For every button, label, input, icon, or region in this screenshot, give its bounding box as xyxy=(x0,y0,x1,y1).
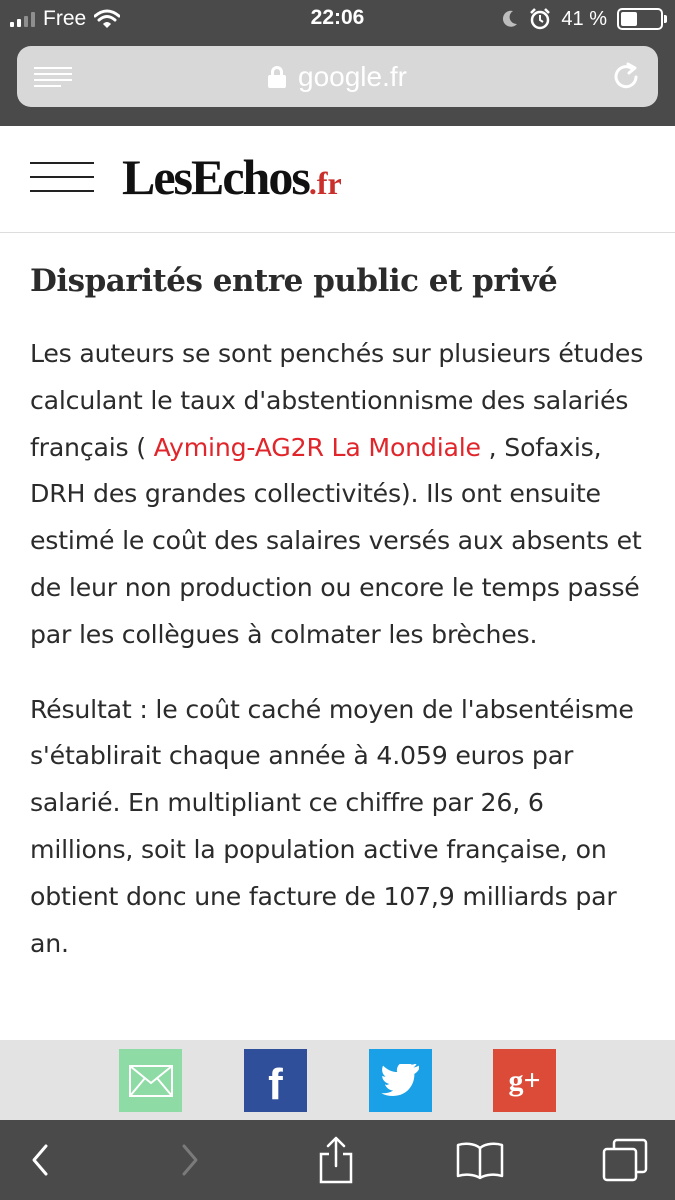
url-display[interactable] xyxy=(17,46,658,107)
forward-button[interactable] xyxy=(150,1120,230,1200)
battery-fill xyxy=(621,12,637,26)
book-icon xyxy=(456,1140,504,1180)
article-heading: Disparités entre public et privé xyxy=(30,263,558,299)
share-googleplus-button[interactable] xyxy=(493,1049,556,1112)
tabs-button[interactable] xyxy=(585,1120,665,1200)
url-text[interactable]: google.fr xyxy=(298,60,407,92)
moon-icon xyxy=(501,9,519,29)
chevron-right-icon xyxy=(178,1142,202,1178)
status-bar xyxy=(0,0,675,38)
address-bar[interactable] xyxy=(17,46,658,107)
envelope-icon xyxy=(128,1064,174,1098)
chevron-left-icon xyxy=(28,1142,52,1178)
browser-chrome xyxy=(0,38,675,126)
logo-suffix: .fr xyxy=(308,165,342,201)
ayming-link[interactable]: Ayming-AG2R La Mondiale xyxy=(153,432,481,462)
facebook-icon: f xyxy=(268,1059,283,1109)
share-icon xyxy=(317,1136,355,1184)
lock-icon xyxy=(268,66,286,88)
battery-icon xyxy=(617,8,663,30)
logo-main: LesEchos xyxy=(122,149,309,205)
share-bar xyxy=(0,1040,675,1120)
carrier-name: Free xyxy=(43,7,87,30)
article-paragraph xyxy=(30,331,645,659)
bookmarks-button[interactable] xyxy=(440,1120,520,1200)
paragraph-text: Les auteurs se sont penchés sur plusieurs études calculant le taux d'abstentionnisme des salariés français ( xyxy=(30,339,644,462)
twitter-bird-icon xyxy=(381,1064,421,1098)
share-email-button[interactable] xyxy=(119,1049,182,1112)
site-header xyxy=(0,126,675,233)
alarm-icon xyxy=(529,8,551,30)
article-paragraph: Résultat : le coût caché moyen de l'absentéisme s'établirait chaque année à 4.059 euros par salarié. En multipliant ce chiffre par 26, 6 millions, soit la population active française, on obtient donc une facture de 107,9 milliards par an. xyxy=(30,694,634,958)
battery-percent: 41 % xyxy=(561,7,607,30)
site-logo[interactable] xyxy=(122,148,342,206)
browser-toolbar xyxy=(0,1120,675,1200)
article-body xyxy=(30,233,645,967)
reload-icon[interactable] xyxy=(612,62,642,92)
paragraph-text: , Sofaxis, DRH des grandes collectivités). Ils ont ensuite estimé le coût des salaires versés aux absents et de leur non production ou encore le temps passé par les collègues à colmater les brèches. xyxy=(30,432,642,649)
share-twitter-button[interactable] xyxy=(369,1049,432,1112)
status-time: 22:06 xyxy=(310,6,365,29)
back-button[interactable] xyxy=(0,1120,80,1200)
share-button[interactable] xyxy=(296,1120,376,1200)
share-facebook-button[interactable] xyxy=(244,1049,307,1112)
hamburger-menu-icon[interactable] xyxy=(30,162,94,192)
tabs-icon xyxy=(602,1138,648,1182)
googleplus-icon: g+ xyxy=(508,1063,541,1097)
status-right xyxy=(501,6,663,32)
